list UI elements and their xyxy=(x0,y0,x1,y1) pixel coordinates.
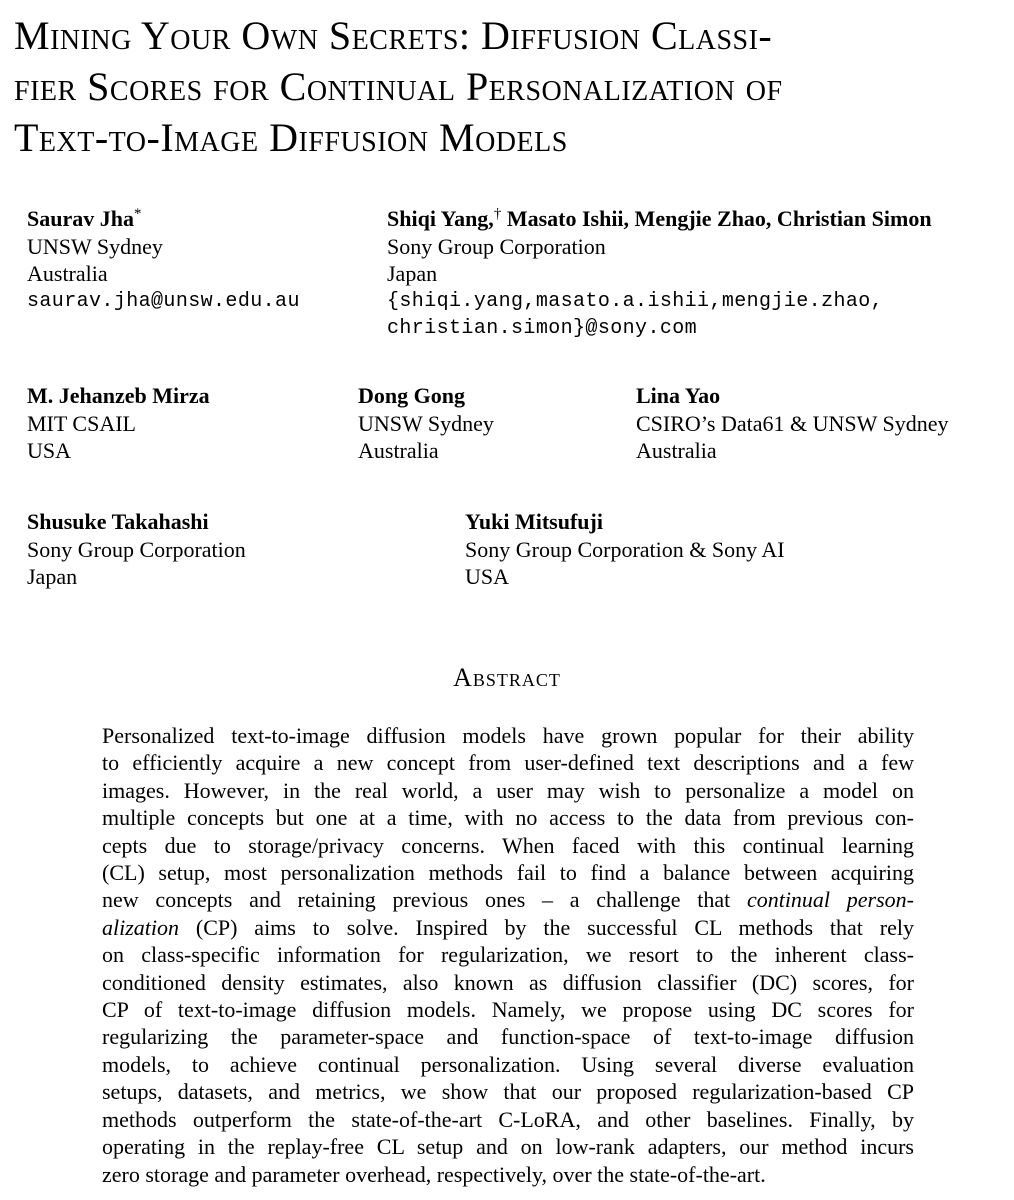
author-affiliation: MIT CSAIL xyxy=(27,410,136,436)
author-affiliation: CSIRO’s Data61 & UNSW Sydney xyxy=(636,410,949,436)
abstract-line: cepts due to storage/privacy concerns. When faced with this continual learning xyxy=(102,832,914,858)
author-block-mirza xyxy=(27,382,210,465)
abstract-body xyxy=(102,722,914,1188)
author-name: M. Jehanzeb Mirza xyxy=(27,383,210,408)
abstract-line: operating in the replay-free CL setup and on low-rank adapters, our method incurs xyxy=(102,1134,914,1160)
abstract-line: conditioned density estimates, also known as diffusion classifier (DC) scores, for xyxy=(102,969,914,995)
title-line: fier Scores for Continual Personalization of xyxy=(14,64,783,109)
abstract-line: on class-specific information for regularization, we resort to the inherent class- xyxy=(102,942,914,968)
abstract-line: setups, datasets, and metrics, we show that our proposed regularization-based CP xyxy=(102,1079,914,1105)
author-affiliation: Sony Group Corporation xyxy=(27,536,246,562)
author-country: Japan xyxy=(387,261,438,286)
author-name: Lina Yao xyxy=(636,383,721,408)
author-name: Saurav Jha* xyxy=(27,206,142,231)
author-block-jha xyxy=(27,201,300,315)
author-affiliation: Sony Group Corporation xyxy=(387,233,606,259)
footnote-mark: † xyxy=(493,206,502,222)
abstract-line: (CL) setup, most personalization methods fail to find a balance between acquiring xyxy=(102,860,914,886)
abstract-line: images. However, in the real world, a user may wish to personalize a model on xyxy=(102,777,914,803)
author-block-takahashi xyxy=(27,508,246,591)
abstract-line: zero storage and parameter overhead, respectively, over the state-of-the-art. xyxy=(102,1161,766,1187)
author-country: USA xyxy=(465,564,510,589)
paper-title xyxy=(14,10,1004,163)
author-name: Shusuke Takahashi xyxy=(27,509,209,534)
author-name: Yuki Mitsufuji xyxy=(465,509,603,534)
author-country: Australia xyxy=(358,438,439,463)
author-block-yao xyxy=(636,382,949,465)
author-names: Shiqi Yang,† Masato Ishii, Mengjie Zhao, Christian Simon xyxy=(387,206,932,231)
abstract-line: multiple concepts but one at a time, with no access to the data from previous con- xyxy=(102,805,914,831)
author-country: Japan xyxy=(27,564,78,589)
abstract-line: models, to achieve continual personalization. Using several diverse evaluation xyxy=(102,1051,914,1077)
italic-term: continual person- xyxy=(746,887,914,913)
abstract-line: methods outperform the state-of-the-art C-LoRA, and other baselines. Finally, by xyxy=(102,1106,914,1132)
author-email[interactable]: christian.simon}@sony.com xyxy=(387,317,698,340)
title-line: Text-to-Image Diffusion Models xyxy=(14,115,568,160)
author-affiliation: UNSW Sydney xyxy=(27,233,163,259)
italic-term: alization xyxy=(102,914,180,940)
footnote-mark: * xyxy=(133,206,142,222)
abstract-line: new concepts and retaining previous ones – a challenge that continual person- xyxy=(102,887,914,913)
abstract-line: alization (CP) aims to solve. Inspired by the successful CL methods that rely xyxy=(102,914,914,940)
author-block-sony-group xyxy=(387,201,932,343)
author-name: Dong Gong xyxy=(358,383,465,408)
abstract-line: regularizing the parameter-space and function-space of text-to-image diffusion xyxy=(102,1024,914,1050)
author-affiliation: Sony Group Corporation & Sony AI xyxy=(465,536,785,562)
author-email[interactable]: saurav.jha@unsw.edu.au xyxy=(27,289,300,313)
author-affiliation: UNSW Sydney xyxy=(358,410,494,436)
abstract-heading: Abstract xyxy=(453,663,561,692)
author-country: Australia xyxy=(27,261,108,286)
author-country: USA xyxy=(27,438,72,463)
abstract-line: CP of text-to-image diffusion models. Namely, we propose using DC scores for xyxy=(102,997,914,1023)
author-email[interactable]: {shiqi.yang,masato.a.ishii,mengjie.zhao, xyxy=(387,289,884,313)
author-block-mitsufuji xyxy=(465,508,785,591)
title-line: Mining Your Own Secrets: Diffusion Classi- xyxy=(14,13,773,58)
author-block-gong xyxy=(358,382,494,465)
abstract-line: Personalized text-to-image diffusion models have grown popular for their ability xyxy=(102,723,914,748)
author-country: Australia xyxy=(636,438,717,463)
abstract-line: to efficiently acquire a new concept from user-defined text descriptions and a few xyxy=(102,750,914,776)
